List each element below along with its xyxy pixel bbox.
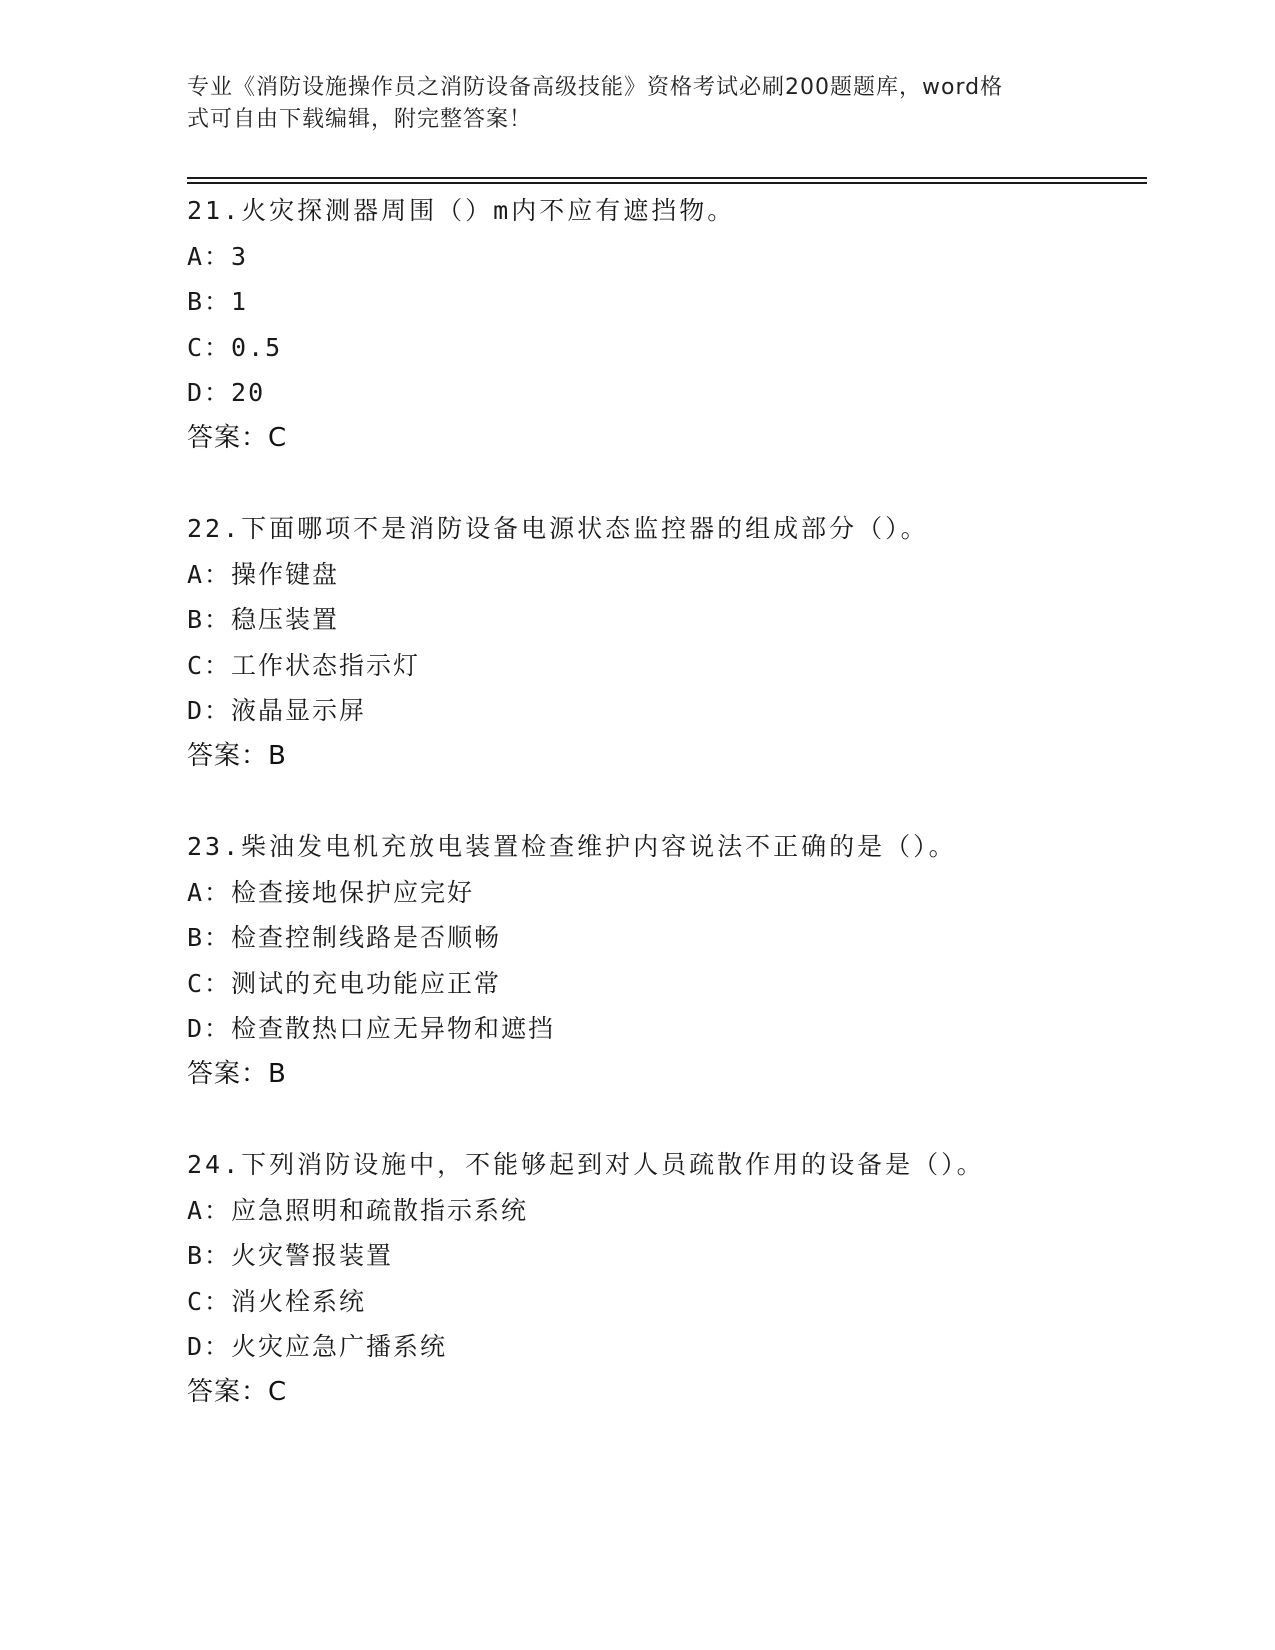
answer: 答案：B: [187, 1058, 287, 1089]
header-line-1: 专业《消防设施操作员之消防设备高级技能》资格考试必刷200题题库，word格: [187, 75, 1004, 100]
question-text: 23.柴油发电机充放电装置检查维护内容说法不正确的是（）。: [187, 832, 957, 861]
answer: 答案：B: [187, 740, 287, 771]
answer: 答案：C: [187, 422, 288, 453]
question-22: [187, 506, 1147, 779]
question-text: 22.下面哪项不是消防设备电源状态监控器的组成部分（）。: [187, 514, 929, 543]
option-a: A：检查接地保护应完好: [187, 877, 475, 907]
option-b: B：1: [187, 287, 249, 316]
option-a: A：操作键盘: [187, 559, 340, 589]
answer: 答案：C: [187, 1376, 288, 1407]
option-d: D：火灾应急广播系统: [187, 1332, 448, 1361]
option-a: A：应急照明和疏散指示系统: [187, 1195, 529, 1225]
question-24: [187, 1142, 1147, 1415]
option-c: C：消火栓系统: [187, 1286, 367, 1316]
header-divider-bottom: [187, 182, 1147, 184]
option-b: B：火灾警报装置: [187, 1241, 394, 1270]
option-b: B：检查控制线路是否顺畅: [187, 923, 502, 952]
question-23: [187, 824, 1147, 1097]
option-d: D：检查散热口应无异物和遮挡: [187, 1014, 556, 1043]
header-divider-top: [187, 177, 1147, 179]
question-text: 24.下列消防设施中，不能够起到对人员疏散作用的设备是（）。: [187, 1150, 985, 1179]
option-c: C：测试的充电功能应正常: [187, 968, 502, 998]
document-header: [187, 72, 1087, 136]
option-d: D：20: [187, 378, 266, 407]
option-d: D：液晶显示屏: [187, 696, 367, 725]
header-line-2: 式可自由下载编辑，附完整答案！: [187, 107, 533, 132]
option-b: B：稳压装置: [187, 605, 340, 634]
option-c: C：工作状态指示灯: [187, 650, 421, 680]
question-21: [187, 188, 1147, 461]
option-a: A：3: [187, 241, 249, 271]
question-text: 21.火灾探测器周围（）m内不应有遮挡物。: [187, 196, 736, 225]
option-c: C：0.5: [187, 332, 283, 362]
